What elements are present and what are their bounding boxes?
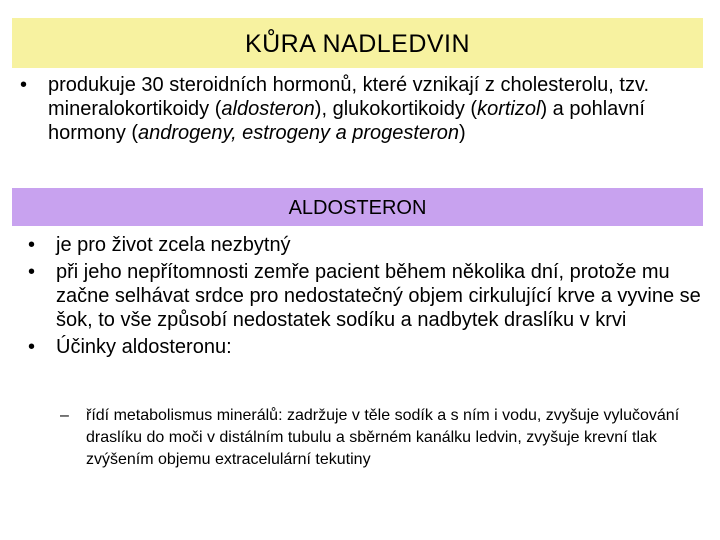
intro-list	[20, 73, 700, 145]
bullet-icon: •	[20, 74, 28, 96]
subheader-title: ALDOSTERON	[288, 197, 427, 219]
list-item	[28, 335, 708, 359]
list-item-text: je pro život zcela nezbytný	[56, 234, 291, 256]
sub-list-item-text: řídí metabolismus minerálů: zadržuje v těle sodík a s ním i vodu, zvyšuje vylučování draslíku do moči v distálním tubulu a sběrném kanálku ledvin, zvyšuje krevní tlak zvýšením objemu extracelulární tekutiny	[86, 407, 680, 468]
list-item	[28, 260, 708, 332]
intro-italic-aldosteron: aldosteron	[221, 98, 315, 120]
aldosteron-list	[28, 233, 708, 362]
bullet-icon: •	[28, 234, 36, 256]
page-title: KŮRA NADLEDVIN	[244, 30, 471, 58]
subheader-banner	[12, 188, 703, 226]
bullet-icon: •	[28, 336, 36, 358]
sub-list-item	[60, 405, 720, 471]
list-item-text: při jeho nepřítomnosti zemře pacient během několika dní, protože mu začne selhávat srdce pro nedostatečný objem cirkulující krve a vyvine se šok, to vše způsobí nedostatek sodíku a nadbytek draslíku v krvi	[56, 261, 701, 331]
list-item	[28, 233, 708, 257]
intro-italic-hormones: androgeny, estrogeny a progesteron	[138, 122, 459, 144]
bullet-icon: •	[28, 261, 36, 283]
intro-text-part: produkuje 30 steroidních hormonů, které vznikají z cholesterolu, tzv. mineralokortikoidy (	[48, 74, 650, 120]
dash-icon: –	[60, 407, 69, 424]
intro-text-part: )	[459, 122, 466, 144]
intro-text-part: ) a pohlavní hormony (	[48, 98, 645, 144]
intro-text-part: ), glukokortikoidy (	[314, 98, 478, 120]
list-item-text: Účinky aldosteronu:	[56, 336, 232, 358]
intro-italic-kortizol: kortizol	[477, 98, 541, 120]
title-banner	[12, 18, 703, 68]
intro-bullet-item	[20, 73, 700, 145]
